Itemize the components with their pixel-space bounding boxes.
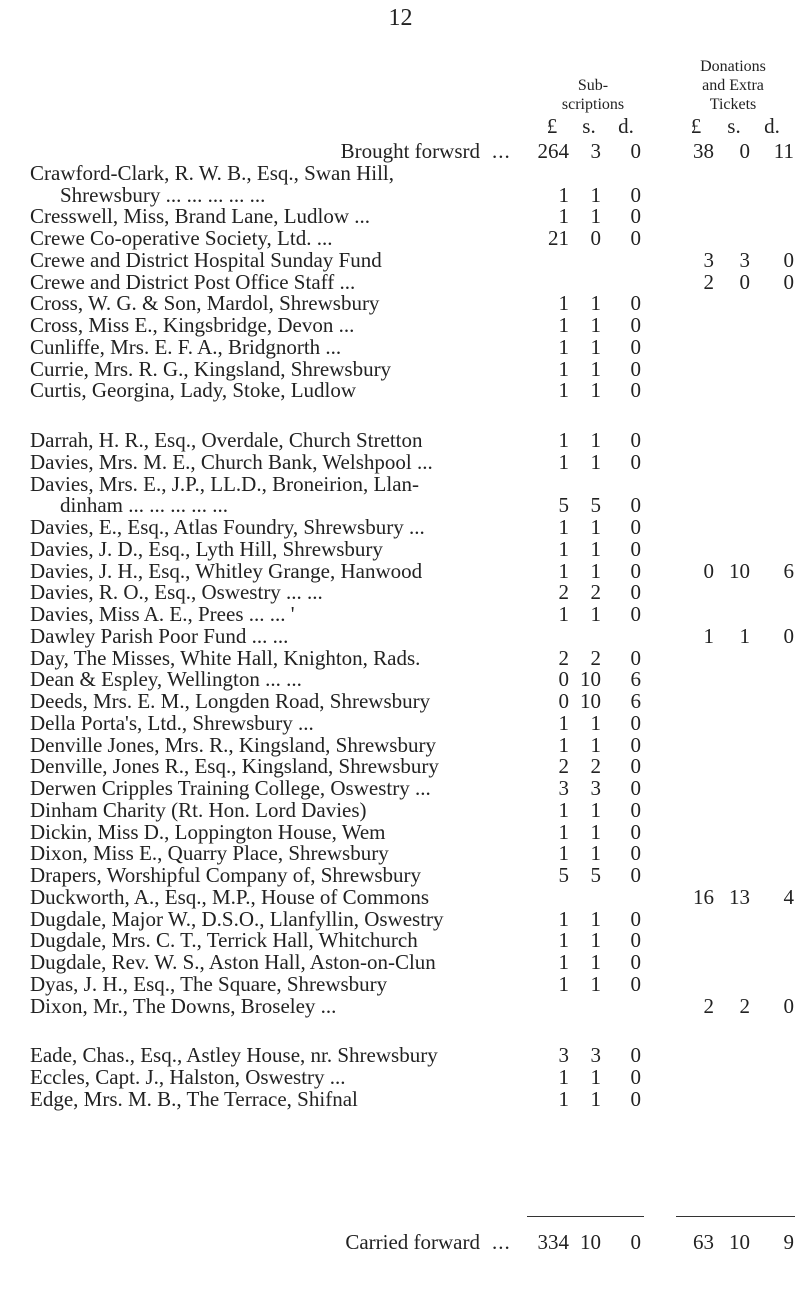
sub-pence: 0 [630,710,641,735]
sub-shillings: 3 [590,1043,601,1068]
don-pence-unit: d. [764,114,780,138]
sub-shillings: 1 [590,1086,601,1111]
sub-shillings: 1 [590,602,601,626]
sub-shillings: 1 [590,928,601,953]
sub-pence: 6 [630,689,641,713]
sub-pounds: 1 [558,906,569,931]
subscriber-name: Dixon, Mr., The Downs, Broseley ... [30,993,337,1018]
sub-pounds: 1 [558,313,569,337]
don-pounds: 38 [693,139,714,163]
sub-pounds: 2 [558,754,569,779]
sub-pounds: 0 [558,667,569,692]
sub-total-pence: 0 [630,1230,641,1254]
subscriber-name: Davies, J. H., Esq., Whitley Grange, Hanwood [30,558,423,583]
sub-pence: 0 [630,226,641,250]
sub-pounds: 1 [558,1065,569,1089]
subscriber-name: Day, The Misses, White Hall, Knighton, Rads. [30,645,421,670]
subscriber-name: Davies, Mrs. E., J.P., LL.D., Broneirion, Llan- [30,471,420,496]
sub-shillings: 1 [590,313,601,337]
sub-pounds: 1 [558,378,569,403]
subscriber-name: Dyas, J. H., Esq., The Square, Shrewsbury [30,971,388,996]
subscriber-name: Deeds, Mrs. E. M., Longden Road, Shrewsbury [30,689,431,713]
ledger-row [0,993,801,1019]
unit-headers [0,114,801,138]
sub-shillings: 1 [590,334,601,359]
sub-pence: 0 [630,797,641,822]
subscriber-name: Della Porta's, Ltd., Shrewsbury ... [30,710,314,735]
subscriber-name: Eccles, Capt. J., Halston, Oswestry ... [30,1065,346,1089]
sub-total-pounds: 334 [537,1230,569,1254]
sub-pence: 0 [630,536,641,561]
donations-header-line: Tickets [709,96,757,113]
sub-pence: 0 [630,204,641,229]
subscriber-name: Davies, J. D., Esq., Lyth Hill, Shrewsbury [30,536,383,561]
don-total-pounds: 63 [693,1230,714,1254]
subscriber-name: Dugdale, Major W., D.S.O., Llanfyllin, Oswestry [30,906,444,931]
sub-pence: 0 [630,378,641,403]
sub-pence: 0 [630,558,641,583]
sub-pounds: 1 [558,1086,569,1111]
sub-pence: 0 [630,313,641,337]
sub-pence: 0 [630,182,641,207]
sub-shillings: 2 [590,754,601,779]
don-shillings: 2 [739,993,750,1018]
sub-pence-unit: d. [618,114,634,138]
carried-forward-row [0,1229,801,1255]
sub-shillings: 3 [590,776,601,800]
subscriber-name: Cunliffe, Mrs. E. F. A., Bridgnorth ... [30,334,342,359]
ledger-row [0,1086,801,1112]
subscriber-name: Denville Jones, Mrs. R., Kingsland, Shrewsbury [30,732,436,757]
sub-pounds: 1 [558,182,569,207]
subscriber-name: Cross, W. G. & Son, Mardol, Shrewsbury [30,291,380,316]
subscriber-name: Davies, Mrs. M. E., Church Bank, Welshpool ... [30,449,433,474]
subscriptions-total-rule [527,1216,644,1217]
subscriber-name: Dugdale, Rev. W. S., Aston Hall, Aston-on-Clun [30,950,436,974]
sub-shillings: 1 [590,1065,601,1089]
sub-pounds: 1 [558,515,569,539]
sub-pence: 0 [630,863,641,887]
sub-shillings: 1 [590,356,601,381]
sub-pence: 0 [630,732,641,757]
sub-pence: 0 [630,580,641,605]
subscriber-name: Darrah, H. R., Esq., Overdale, Church Stretton [30,428,423,452]
sub-shillings: 1 [590,428,601,452]
sub-pounds: 1 [558,732,569,757]
sub-shillings: 1 [590,732,601,757]
subscriber-name: Eade, Chas., Esq., Astley House, nr. Shrewsbury [30,1043,438,1068]
sub-pounds: 1 [558,291,569,316]
donations-header [668,57,798,114]
sub-shillings: 1 [590,971,601,996]
sub-pence: 0 [630,776,641,800]
ledger-row [0,377,801,403]
subscriber-name: Derwen Cripples Training College, Oswestry ... [30,776,431,800]
subscriber-name: Duckworth, A., Esq., M.P., House of Commons [30,884,430,909]
sub-pounds: 1 [558,602,569,626]
subscriber-name: Davies, Miss A. E., Prees ... ... ' [30,602,295,626]
sub-pounds: 1 [558,334,569,359]
sub-pence: 0 [630,906,641,931]
don-pounds: 2 [703,269,714,294]
don-pounds: 2 [703,993,714,1018]
subscriber-name: Crewe and District Hospital Sunday Fund [30,247,382,272]
subscriber-name: Crawford-Clark, R. W. B., Esq., Swan Hill, [30,160,394,185]
sub-pounds: 0 [558,689,569,713]
sub-pence: 0 [630,602,641,626]
don-shillings: 13 [729,884,750,909]
sub-pence: 6 [630,667,641,692]
donations-header-line: and Extra [702,77,764,94]
sub-shillings: 1 [590,515,601,539]
sub-pounds-unit: £ [546,114,558,138]
sub-shillings: 1 [590,558,601,583]
subscriber-name: dinham ... ... ... ... ... [60,493,228,518]
sub-pounds: 1 [558,536,569,561]
sub-total-shillings: 10 [580,1230,601,1254]
sub-pence: 0 [630,645,641,670]
sub-pence: 0 [630,1065,641,1089]
sub-pence: 0 [630,291,641,316]
sub-shillings: 1 [590,841,601,866]
sub-pence: 0 [630,449,641,474]
sub-pounds: 2 [558,580,569,605]
don-shillings: 0 [739,269,750,294]
sub-pence: 0 [630,754,641,779]
sub-pounds: 1 [558,797,569,822]
don-shillings: 0 [739,139,750,163]
sub-pounds: 1 [558,449,569,474]
sub-pounds: 3 [558,776,569,800]
sub-shillings: 1 [590,536,601,561]
sub-pounds: 1 [558,819,569,844]
subscriber-name: Crewe Co-operative Society, Ltd. ... [30,226,333,250]
don-pounds: 0 [703,558,714,583]
sub-shillings: 2 [590,645,601,670]
subscriber-name: Brought forwsrd [340,139,480,163]
donations-total-rule [676,1216,795,1217]
don-pence: 4 [783,884,794,909]
page-number: 12 [388,5,413,31]
subscriber-name: Dinham Charity (Rt. Hon. Lord Davies) [30,797,367,822]
sub-pence: 0 [630,1086,641,1111]
sub-pence: 0 [630,819,641,844]
don-pence: 0 [783,993,794,1018]
sub-pounds: 1 [558,950,569,974]
subscriber-name: Dixon, Miss E., Quarry Place, Shrewsbury [30,841,389,866]
sub-pence: 0 [630,928,641,953]
sub-shillings: 5 [590,863,601,887]
subscriber-name: Denville, Jones R., Esq., Kingsland, Shrewsbury [30,754,439,779]
sub-shillings: 1 [590,182,601,207]
don-pounds: 3 [703,247,714,272]
sub-pence: 0 [630,493,641,518]
sub-pounds: 5 [558,863,569,887]
sub-pounds: 21 [548,226,569,250]
don-pence: 0 [783,247,794,272]
sub-pence: 0 [630,971,641,996]
carried-forward-label: Carried forward [345,1230,480,1254]
sub-shillings: 1 [590,950,601,974]
subscriber-name: Dawley Parish Poor Fund ... ... [30,623,289,648]
sub-shillings-unit: s. [582,114,596,138]
sub-pence: 0 [630,334,641,359]
subscriptions-header-line: Sub- [577,77,609,94]
don-shillings: 1 [739,623,750,648]
leader-dots: ... [492,139,511,163]
subscriber-name: Edge, Mrs. M. B., The Terrace, Shifnal [30,1086,358,1111]
don-total-shillings: 10 [729,1230,750,1254]
don-pence: 0 [783,623,794,648]
subscriber-name: Shrewsbury ... ... ... ... ... [60,182,266,207]
sub-shillings: 0 [590,226,601,250]
don-pounds: 16 [693,884,714,909]
sub-shillings: 5 [590,493,601,518]
don-pounds-unit: £ [690,114,702,138]
sub-shillings: 1 [590,449,601,474]
sub-pounds: 5 [558,493,569,518]
subscriptions-header [528,76,658,114]
don-pence: 6 [783,558,794,583]
sub-shillings: 1 [590,819,601,844]
sub-pounds: 1 [558,204,569,229]
subscriber-name: Dickin, Miss D., Loppington House, Wem [30,819,386,844]
sub-shillings: 1 [590,906,601,931]
sub-pounds: 1 [558,971,569,996]
subscriber-name: Cross, Miss E., Kingsbridge, Devon ... [30,313,355,337]
don-pounds: 1 [703,623,714,648]
donations-header-line: Donations [700,58,766,75]
leader-dots: ... [492,1230,511,1254]
sub-shillings: 1 [590,378,601,403]
don-total-pence: 9 [783,1230,794,1254]
sub-pounds: 2 [558,645,569,670]
subscriber-name: Dean & Espley, Wellington ... ... [30,667,302,692]
subscriber-name: Drapers, Worshipful Company of, Shrewsbury [30,863,422,887]
sub-shillings: 3 [590,139,601,163]
sub-pence: 0 [630,428,641,452]
sub-pence: 0 [630,356,641,381]
subscriber-name: Davies, E., Esq., Atlas Foundry, Shrewsbury ... [30,515,425,539]
sub-shillings: 1 [590,797,601,822]
subscriber-name: Crewe and District Post Office Staff ... [30,269,356,294]
sub-pounds: 1 [558,710,569,735]
subscriber-name: Curtis, Georgina, Lady, Stoke, Ludlow [30,378,357,403]
sub-shillings: 2 [590,580,601,605]
sub-pounds: 1 [558,841,569,866]
don-shillings: 3 [739,247,750,272]
sub-shillings: 10 [580,667,601,692]
subscriber-name: Cresswell, Miss, Brand Lane, Ludlow ... [30,204,371,229]
sub-pounds: 264 [537,139,569,163]
subscriber-name: Dugdale, Mrs. C. T., Terrick Hall, Whitchurch [30,928,418,953]
sub-shillings: 1 [590,710,601,735]
don-shillings-unit: s. [727,114,741,138]
subscriber-name: Currie, Mrs. R. G., Kingsland, Shrewsbury [30,356,392,381]
don-pence: 11 [773,139,794,163]
sub-pence: 0 [630,515,641,539]
sub-shillings: 1 [590,204,601,229]
sub-pence: 0 [630,950,641,974]
sub-pounds: 1 [558,428,569,452]
don-pence: 0 [783,269,794,294]
sub-pence: 0 [630,1043,641,1068]
sub-shillings: 10 [580,689,601,713]
don-shillings: 10 [729,558,750,583]
sub-pounds: 1 [558,356,569,381]
sub-shillings: 1 [590,291,601,316]
sub-pounds: 1 [558,928,569,953]
sub-pounds: 1 [558,558,569,583]
sub-pence: 0 [630,139,641,163]
sub-pounds: 3 [558,1043,569,1068]
subscriptions-header-line: scriptions [561,96,625,113]
subscriber-name: Davies, R. O., Esq., Oswestry ... ... [30,580,323,605]
sub-pence: 0 [630,841,641,866]
